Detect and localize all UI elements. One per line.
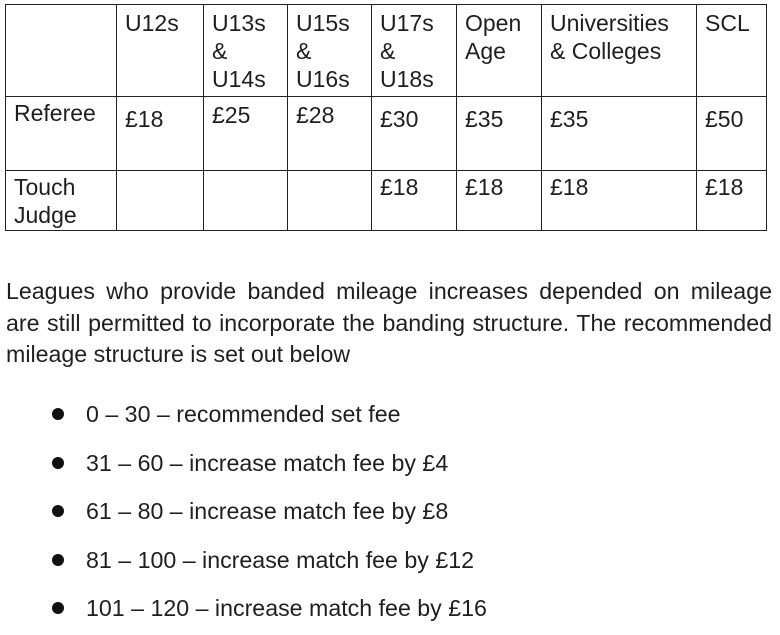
- mileage-bullet-list: [0, 392, 487, 635]
- table-cell: £25: [204, 97, 288, 171]
- table-cell: [117, 171, 204, 231]
- list-item: 101 – 120 – increase match fee by £16: [0, 586, 487, 635]
- bullet-dot-icon: [52, 602, 64, 614]
- table-cell: £18: [457, 171, 542, 231]
- header-cell: Universities & Colleges: [542, 5, 697, 97]
- table-cell: £18: [542, 171, 697, 231]
- table-cell: [288, 171, 372, 231]
- table-cell: £35: [457, 97, 542, 171]
- table-cell: £18: [372, 171, 457, 231]
- bullet-dot-icon: [52, 457, 64, 469]
- row-label: Referee: [6, 97, 117, 171]
- table-cell: £30: [372, 97, 457, 171]
- fee-table: [5, 4, 767, 231]
- bullet-dot-icon: [52, 554, 64, 566]
- table-cell: £28: [288, 97, 372, 171]
- bullet-dot-icon: [52, 408, 64, 420]
- table-cell: [204, 171, 288, 231]
- list-item: 0 – 30 – recommended set fee: [0, 392, 487, 441]
- header-cell: U15s & U16s: [288, 5, 372, 97]
- table-header-row: [6, 5, 767, 97]
- table-row-touch-judge: [6, 171, 767, 231]
- header-cell: Open Age: [457, 5, 542, 97]
- table-cell: £50: [697, 97, 767, 171]
- header-cell: U17s & U18s: [372, 5, 457, 97]
- header-cell: SCL: [697, 5, 767, 97]
- table-cell: £18: [697, 171, 767, 231]
- list-item: 61 – 80 – increase match fee by £8: [0, 489, 487, 538]
- table-cell: £18: [117, 97, 204, 171]
- header-cell: U12s: [117, 5, 204, 97]
- table-row-referee: [6, 97, 767, 171]
- header-cell: U13s & U14s: [204, 5, 288, 97]
- table-cell: £35: [542, 97, 697, 171]
- row-label: Touch Judge: [6, 171, 117, 231]
- bullet-dot-icon: [52, 505, 64, 517]
- list-item: 81 – 100 – increase match fee by £12: [0, 538, 487, 587]
- header-cell-blank: [6, 5, 117, 97]
- list-item: 31 – 60 – increase match fee by £4: [0, 441, 487, 490]
- mileage-paragraph: Leagues who provide banded mileage increases depended on mileage are still permitted to incorporate the banding structure. The recommended mileage structure is set out below: [6, 278, 772, 367]
